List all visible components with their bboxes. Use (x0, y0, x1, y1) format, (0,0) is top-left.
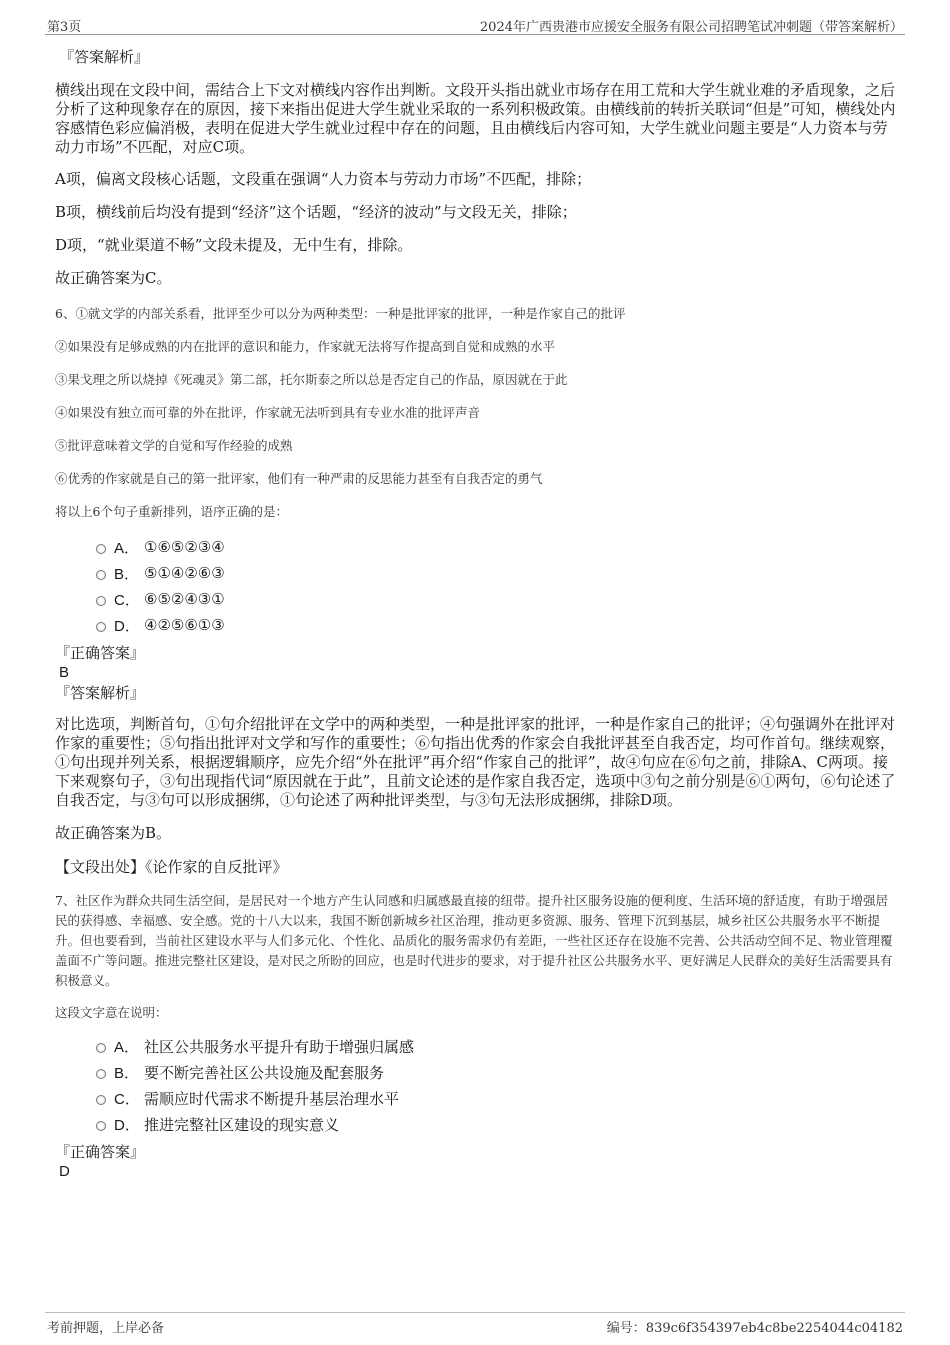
correct-answer: B (59, 664, 70, 681)
page-header (45, 14, 905, 35)
radio-button[interactable] (96, 1095, 106, 1105)
option-b[interactable] (96, 560, 900, 586)
answer-analysis-label: 『答案解析』 (55, 684, 146, 702)
document-title: 2024年广西贵港市应援安全服务有限公司招聘笔试冲刺题（带答案解析） (479, 20, 903, 35)
radio-button[interactable] (96, 1069, 106, 1079)
option-letter: C． (114, 591, 140, 609)
option-a[interactable] (96, 1033, 900, 1059)
option-list (96, 1033, 900, 1137)
question-prompt: 将以上6个句子重新排列，语序正确的是： (55, 504, 288, 519)
analysis-text: 对比选项，判断首句，①句介绍批评在文学中的两种类型，一种是批评家的批评，一种是作家自己的批评；④句强调外在批评对作家的重要性；⑤句指出批评对文学和写作的重要性；⑥句指出优秀的作家会自我批评甚至自我否定，均可作首句。继续观察，①句出现并列关系，根据逻辑顺序，应先介绍“外在批评”再介绍“作家自己的批评”，故④句应在⑥句之前，排除A、C两项。接下来观察句子，③句出现指代词“原因就在于此”，且前文论述的是作家自我否定，选项中③句之前分别是⑥①两句，⑥句论述了自我否定，与③句可以形成捆绑，①句论述了两种批评类型，与③句无法形成捆绑，排除D项。 (55, 715, 896, 809)
question-sentence: ④如果没有独立而可靠的外在批评，作家就无法听到具有专业水准的批评声音 (55, 405, 481, 420)
correct-answer-label: 『正确答案』 (55, 1143, 146, 1161)
page-number: 第3页 (47, 20, 82, 35)
document-id: 编号：839c6f354397eb4c8be2254044c04182 (606, 1321, 903, 1336)
analysis-point: D项，“就业渠道不畅”文段未提及，无中生有，排除。 (55, 236, 413, 254)
option-text: 社区公共服务水平提升有助于增强归属感 (144, 1037, 415, 1056)
analysis-text: 横线出现在文段中间，需结合上下文对横线内容作出判断。文段开头指出就业市场存在用工荒和大学生就业难的矛盾现象，之后分析了这种现象存在的原因，接下来指出促进大学生就业采取的一系列积极政策。由横线前的转折关联词“但是”可知，横线处内容感情色彩应偏消极，表明在促进大学生就业过程中存在的问题，且由横线后内容可知，大学生就业问题主要是“人力资本与劳动力市场”不匹配，对应C项。 (55, 81, 896, 156)
correct-answer-label: 『正确答案』 (55, 644, 146, 662)
option-letter: D． (114, 617, 140, 635)
option-text: ④②⑤⑥①③ (144, 616, 225, 634)
option-text: 需顺应时代需求不断提升基层治理水平 (144, 1089, 400, 1108)
question-sentence: ③果戈理之所以烧掉《死魂灵》第二部，托尔斯泰之所以总是否定自己的作品，原因就在于此 (55, 372, 568, 387)
option-d[interactable] (96, 612, 900, 638)
option-b[interactable] (96, 1059, 900, 1085)
option-text: 推进完整社区建设的现实意义 (144, 1115, 340, 1134)
option-d[interactable] (96, 1111, 900, 1137)
analysis-conclusion: 故正确答案为B。 (55, 824, 172, 842)
question-7 (55, 891, 900, 1181)
option-text: ①⑥⑤②③④ (144, 538, 225, 556)
answer-analysis-label: 『答案解析』 (59, 48, 150, 66)
radio-button[interactable] (96, 596, 106, 606)
option-list (96, 534, 900, 638)
analysis-conclusion: 故正确答案为C。 (55, 269, 172, 287)
footer-slogan: 考前押题，上岸必备 (47, 1321, 165, 1336)
question-6 (55, 304, 900, 877)
option-text: ⑤①④②⑥③ (144, 564, 225, 582)
option-c[interactable] (96, 1085, 900, 1111)
passage-source: 【文段出处】《论作家的自反批评》 (55, 858, 288, 876)
option-letter: D． (114, 1116, 140, 1134)
radio-button[interactable] (96, 544, 106, 554)
correct-answer: D (59, 1163, 70, 1180)
question-sentence: ⑤批评意味着文学的自觉和写作经验的成熟 (55, 438, 293, 453)
option-letter: C． (114, 1090, 140, 1108)
question-prompt: 这段文字意在说明： (55, 1005, 168, 1020)
option-letter: B． (114, 1064, 140, 1082)
option-text: ⑥⑤②④③① (144, 590, 225, 608)
radio-button[interactable] (96, 1121, 106, 1131)
option-letter: A． (114, 1038, 140, 1056)
question-sentence: 6、①就文学的内部关系看，批评至少可以分为两种类型：一种是批评家的批评，一种是作家自己的批评 (55, 306, 626, 321)
option-text: 要不断完善社区公共设施及配套服务 (144, 1063, 385, 1082)
option-letter: A． (114, 539, 140, 557)
option-a[interactable] (96, 534, 900, 560)
analysis-point: A项，偏离文段核心话题，文段重在强调“人力资本与劳动力市场”不匹配，排除； (55, 170, 592, 188)
document-body (55, 48, 900, 1181)
question-sentence: ⑥优秀的作家就是自己的第一批评家，他们有一种严肃的反思能力甚至有自我否定的勇气 (55, 471, 543, 486)
option-letter: B． (114, 565, 140, 583)
radio-button[interactable] (96, 622, 106, 632)
question-sentence: ②如果没有足够成熟的内在批评的意识和能力，作家就无法将写作提高到自觉和成熟的水平 (55, 339, 556, 354)
page-footer (45, 1312, 905, 1337)
option-c[interactable] (96, 586, 900, 612)
question-passage: 7、社区作为群众共同生活空间，是居民对一个地方产生认同感和归属感最直接的纽带。提升社区服务设施的便利度、生活环境的舒适度，有助于增强居民的获得感、幸福感、安全感。党的十八大以来，我国不断创新城乡社区治理，推动更多资源、服务、管理下沉到基层，城乡社区公共服务水平不断提升。但也要看到，当前社区建设水平与人们多元化、个性化、品质化的服务需求仍有差距，一些社区还存在设施不完善、公共活动空间不足、物业管理覆盖面不广等问题。推进完整社区建设，是对民之所盼的回应，也是时代进步的要求，对于提升社区公共服务水平、更好满足人民群众的美好生活需要具有积极意义。 (55, 893, 893, 988)
radio-button[interactable] (96, 1043, 106, 1053)
analysis-point: B项，横线前后均没有提到“经济”这个话题，“经济的波动”与文段无关，排除； (55, 203, 577, 221)
radio-button[interactable] (96, 570, 106, 580)
